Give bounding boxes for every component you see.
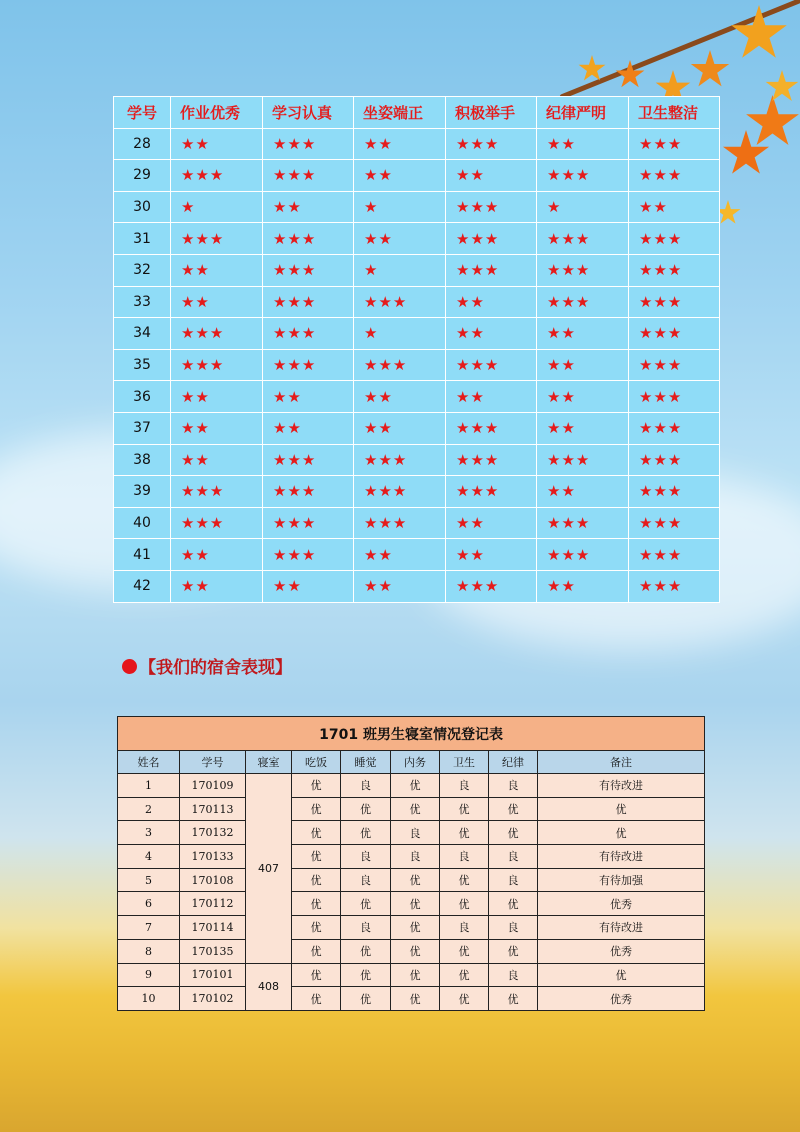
table-row bbox=[118, 821, 705, 845]
table-row bbox=[114, 412, 720, 444]
star-rating-cell: ★★★ bbox=[446, 128, 537, 160]
table-row bbox=[114, 539, 720, 571]
student-id-cell: 170132 bbox=[180, 821, 246, 845]
table-title-row bbox=[118, 717, 705, 751]
star-rating-cell: ★★ bbox=[537, 318, 629, 350]
table-row bbox=[118, 987, 705, 1011]
star-rating-cell: ★★★ bbox=[629, 349, 720, 381]
student-id-cell: 170112 bbox=[180, 892, 246, 916]
maple-leaf-icon bbox=[745, 95, 800, 150]
star-rating-cell: ★★ bbox=[263, 191, 354, 223]
grade-cell: 良 bbox=[489, 774, 538, 798]
student-id-cell: 29 bbox=[114, 160, 171, 192]
grade-cell: 优 bbox=[440, 868, 489, 892]
star-rating-cell: ★★ bbox=[171, 444, 263, 476]
grade-cell: 优 bbox=[292, 963, 341, 987]
table-row bbox=[114, 444, 720, 476]
room-number-cell: 407 bbox=[246, 774, 292, 964]
grade-cell: 优 bbox=[391, 892, 440, 916]
student-id-cell: 170135 bbox=[180, 939, 246, 963]
rating-table-body bbox=[114, 128, 720, 602]
header-housekeeping: 内务 bbox=[391, 751, 440, 774]
star-rating-cell: ★ bbox=[354, 254, 446, 286]
grade-cell: 优 bbox=[341, 821, 391, 845]
student-id-cell: 170108 bbox=[180, 868, 246, 892]
grade-cell: 优 bbox=[292, 774, 341, 798]
header-hygiene: 卫生整洁 bbox=[629, 97, 720, 129]
star-rating-cell: ★★ bbox=[354, 539, 446, 571]
star-rating-cell: ★★ bbox=[537, 381, 629, 413]
remarks-cell: 有待改进 bbox=[538, 774, 705, 798]
star-rating-cell: ★★★ bbox=[354, 444, 446, 476]
table-row bbox=[114, 381, 720, 413]
star-rating-cell: ★★ bbox=[537, 412, 629, 444]
table-row bbox=[114, 507, 720, 539]
table-row bbox=[114, 160, 720, 192]
table-row bbox=[118, 892, 705, 916]
grade-cell: 良 bbox=[489, 868, 538, 892]
table-row bbox=[118, 939, 705, 963]
table-row bbox=[114, 254, 720, 286]
star-rating-cell: ★★★ bbox=[629, 539, 720, 571]
star-rating-cell: ★★★ bbox=[629, 254, 720, 286]
dorm-table-title: 1701 班男生寝室情况登记表 bbox=[118, 717, 705, 751]
header-discipline: 纪律严明 bbox=[537, 97, 629, 129]
grade-cell: 优 bbox=[489, 797, 538, 821]
table-row bbox=[118, 916, 705, 940]
student-id-cell: 40 bbox=[114, 507, 171, 539]
star-rating-cell: ★★ bbox=[446, 160, 537, 192]
header-homework: 作业优秀 bbox=[171, 97, 263, 129]
star-rating-cell: ★★★ bbox=[171, 318, 263, 350]
star-rating-cell: ★★★ bbox=[263, 318, 354, 350]
grade-cell: 良 bbox=[341, 916, 391, 940]
name-cell: 7 bbox=[118, 916, 180, 940]
star-rating-cell: ★★★ bbox=[537, 507, 629, 539]
star-rating-cell: ★★★ bbox=[537, 160, 629, 192]
star-rating-cell: ★★ bbox=[171, 381, 263, 413]
table-row bbox=[118, 774, 705, 798]
student-id-cell: 39 bbox=[114, 476, 171, 508]
star-rating-cell: ★★ bbox=[629, 191, 720, 223]
grade-cell: 良 bbox=[341, 868, 391, 892]
maple-leaf-icon bbox=[730, 5, 788, 63]
star-rating-cell: ★★★ bbox=[446, 223, 537, 255]
table-row bbox=[118, 845, 705, 869]
star-rating-cell: ★★ bbox=[537, 349, 629, 381]
star-rating-cell: ★★★ bbox=[629, 507, 720, 539]
grade-cell: 优 bbox=[391, 963, 440, 987]
table-row bbox=[118, 868, 705, 892]
star-rating-cell: ★★★ bbox=[354, 507, 446, 539]
header-posture: 坐姿端正 bbox=[354, 97, 446, 129]
remarks-cell: 有待改进 bbox=[538, 845, 705, 869]
table-row bbox=[114, 223, 720, 255]
table-row bbox=[114, 570, 720, 602]
grade-cell: 优 bbox=[292, 845, 341, 869]
star-rating-cell: ★★ bbox=[354, 128, 446, 160]
grade-cell: 优 bbox=[292, 821, 341, 845]
grade-cell: 优 bbox=[391, 868, 440, 892]
star-rating-cell: ★★★ bbox=[446, 412, 537, 444]
student-id-cell: 37 bbox=[114, 412, 171, 444]
grade-cell: 优 bbox=[341, 939, 391, 963]
star-rating-cell: ★★ bbox=[171, 254, 263, 286]
remarks-cell: 优 bbox=[538, 821, 705, 845]
star-rating-cell: ★★★ bbox=[263, 539, 354, 571]
star-rating-cell: ★★★ bbox=[171, 507, 263, 539]
grade-cell: 优 bbox=[341, 963, 391, 987]
student-id-cell: 35 bbox=[114, 349, 171, 381]
grade-cell: 优 bbox=[489, 892, 538, 916]
table-row bbox=[118, 797, 705, 821]
star-rating-cell: ★★★ bbox=[446, 191, 537, 223]
star-rating-cell: ★★★ bbox=[537, 254, 629, 286]
star-rating-cell: ★★★ bbox=[629, 318, 720, 350]
grade-cell: 优 bbox=[489, 987, 538, 1011]
maple-leaf-icon bbox=[690, 50, 730, 90]
star-rating-cell: ★★ bbox=[537, 570, 629, 602]
table-row bbox=[114, 318, 720, 350]
star-rating-cell: ★★★ bbox=[537, 223, 629, 255]
table-row bbox=[114, 191, 720, 223]
star-rating-cell: ★★★ bbox=[629, 128, 720, 160]
header-study: 学习认真 bbox=[263, 97, 354, 129]
star-rating-cell: ★★ bbox=[263, 570, 354, 602]
star-rating-cell: ★★★ bbox=[263, 254, 354, 286]
star-rating-cell: ★★ bbox=[446, 286, 537, 318]
grade-cell: 良 bbox=[440, 845, 489, 869]
star-rating-cell: ★★★ bbox=[446, 444, 537, 476]
star-rating-cell: ★★ bbox=[446, 318, 537, 350]
grade-cell: 优 bbox=[440, 821, 489, 845]
star-rating-cell: ★★★ bbox=[446, 349, 537, 381]
star-rating-cell: ★★★ bbox=[171, 349, 263, 381]
star-rating-cell: ★★★ bbox=[263, 444, 354, 476]
dorm-registration-table bbox=[117, 716, 705, 1011]
table-row bbox=[114, 349, 720, 381]
student-id-cell: 170102 bbox=[180, 987, 246, 1011]
student-id-cell: 36 bbox=[114, 381, 171, 413]
star-rating-cell: ★★★ bbox=[629, 223, 720, 255]
star-rating-cell: ★★★ bbox=[263, 128, 354, 160]
table-header-row bbox=[114, 97, 720, 129]
grade-cell: 良 bbox=[391, 821, 440, 845]
student-id-cell: 31 bbox=[114, 223, 171, 255]
name-cell: 10 bbox=[118, 987, 180, 1011]
star-rating-cell: ★★★ bbox=[537, 444, 629, 476]
star-rating-cell: ★★★ bbox=[171, 160, 263, 192]
section-title-text: 【我们的宿舍表现】 bbox=[139, 658, 292, 678]
grade-cell: 优 bbox=[391, 774, 440, 798]
grade-cell: 良 bbox=[391, 845, 440, 869]
remarks-cell: 优秀 bbox=[538, 939, 705, 963]
grade-cell: 优 bbox=[341, 892, 391, 916]
star-rating-cell: ★★★ bbox=[354, 349, 446, 381]
star-rating-cell: ★★ bbox=[354, 412, 446, 444]
star-rating-cell: ★★★ bbox=[354, 476, 446, 508]
star-rating-cell: ★★ bbox=[537, 128, 629, 160]
star-rating-cell: ★★★ bbox=[263, 223, 354, 255]
maple-leaf-icon bbox=[765, 70, 799, 104]
table-row bbox=[118, 963, 705, 987]
table-row bbox=[114, 286, 720, 318]
dorm-header-row bbox=[118, 751, 705, 774]
star-rating-cell: ★★★ bbox=[629, 381, 720, 413]
header-room: 寝室 bbox=[246, 751, 292, 774]
grade-cell: 优 bbox=[292, 987, 341, 1011]
star-rating-cell: ★★★ bbox=[354, 286, 446, 318]
remarks-cell: 优秀 bbox=[538, 987, 705, 1011]
star-rating-cell: ★★ bbox=[171, 539, 263, 571]
header-remarks: 备注 bbox=[538, 751, 705, 774]
star-rating-cell: ★★★ bbox=[446, 254, 537, 286]
grade-cell: 良 bbox=[489, 845, 538, 869]
name-cell: 9 bbox=[118, 963, 180, 987]
star-rating-cell: ★★ bbox=[354, 223, 446, 255]
star-rating-cell: ★★ bbox=[354, 160, 446, 192]
header-student-id: 学号 bbox=[114, 97, 171, 129]
star-rating-cell: ★★ bbox=[263, 381, 354, 413]
grade-cell: 良 bbox=[341, 774, 391, 798]
grade-cell: 优 bbox=[292, 797, 341, 821]
red-dot-icon bbox=[122, 659, 137, 674]
star-rating-cell: ★★★ bbox=[629, 570, 720, 602]
grade-cell: 良 bbox=[440, 774, 489, 798]
student-id-cell: 32 bbox=[114, 254, 171, 286]
star-rating-cell: ★★★ bbox=[263, 507, 354, 539]
name-cell: 5 bbox=[118, 868, 180, 892]
grade-cell: 优 bbox=[292, 916, 341, 940]
remarks-cell: 有待改进 bbox=[538, 916, 705, 940]
star-rating-cell: ★★★ bbox=[263, 286, 354, 318]
student-id-cell: 28 bbox=[114, 128, 171, 160]
grade-cell: 良 bbox=[489, 916, 538, 940]
dorm-table-body bbox=[118, 774, 705, 1011]
star-rating-cell: ★★ bbox=[446, 539, 537, 571]
star-rating-cell: ★★★ bbox=[629, 160, 720, 192]
grade-cell: 优 bbox=[391, 939, 440, 963]
header-id: 学号 bbox=[180, 751, 246, 774]
grade-cell: 优 bbox=[440, 892, 489, 916]
star-rating-cell: ★★★ bbox=[263, 349, 354, 381]
header-discipline: 纪律 bbox=[489, 751, 538, 774]
star-rating-cell: ★★★ bbox=[629, 444, 720, 476]
header-meal: 吃饭 bbox=[292, 751, 341, 774]
grade-cell: 优 bbox=[440, 987, 489, 1011]
grade-cell: 优 bbox=[341, 797, 391, 821]
star-rating-cell: ★★ bbox=[354, 381, 446, 413]
student-id-cell: 34 bbox=[114, 318, 171, 350]
grade-cell: 优 bbox=[292, 939, 341, 963]
name-cell: 2 bbox=[118, 797, 180, 821]
grade-cell: 优 bbox=[341, 987, 391, 1011]
star-rating-cell: ★★★ bbox=[263, 476, 354, 508]
student-id-cell: 33 bbox=[114, 286, 171, 318]
star-rating-cell: ★★★ bbox=[537, 286, 629, 318]
grade-cell: 优 bbox=[489, 821, 538, 845]
name-cell: 1 bbox=[118, 774, 180, 798]
header-hygiene: 卫生 bbox=[440, 751, 489, 774]
grade-cell: 优 bbox=[440, 797, 489, 821]
star-rating-cell: ★★ bbox=[171, 128, 263, 160]
name-cell: 4 bbox=[118, 845, 180, 869]
star-rating-cell: ★ bbox=[171, 191, 263, 223]
star-rating-cell: ★ bbox=[537, 191, 629, 223]
grade-cell: 良 bbox=[440, 916, 489, 940]
grade-cell: 良 bbox=[489, 963, 538, 987]
name-cell: 8 bbox=[118, 939, 180, 963]
star-rating-cell: ★★ bbox=[354, 570, 446, 602]
star-rating-cell: ★★★ bbox=[629, 286, 720, 318]
star-rating-cell: ★ bbox=[354, 191, 446, 223]
student-id-cell: 170114 bbox=[180, 916, 246, 940]
star-rating-cell: ★★ bbox=[263, 412, 354, 444]
student-id-cell: 170113 bbox=[180, 797, 246, 821]
star-rating-cell: ★★ bbox=[446, 507, 537, 539]
student-id-cell: 42 bbox=[114, 570, 171, 602]
name-cell: 3 bbox=[118, 821, 180, 845]
remarks-cell: 优 bbox=[538, 797, 705, 821]
header-hand-raising: 积极举手 bbox=[446, 97, 537, 129]
student-rating-table bbox=[113, 96, 720, 603]
grade-cell: 优 bbox=[391, 797, 440, 821]
student-id-cell: 38 bbox=[114, 444, 171, 476]
grade-cell: 优 bbox=[292, 892, 341, 916]
grade-cell: 优 bbox=[391, 987, 440, 1011]
grade-cell: 优 bbox=[440, 939, 489, 963]
remarks-cell: 优秀 bbox=[538, 892, 705, 916]
star-rating-cell: ★★ bbox=[171, 412, 263, 444]
section-title bbox=[122, 653, 292, 678]
star-rating-cell: ★★ bbox=[537, 476, 629, 508]
star-rating-cell: ★★★ bbox=[629, 412, 720, 444]
remarks-cell: 优 bbox=[538, 963, 705, 987]
star-rating-cell: ★★ bbox=[171, 286, 263, 318]
star-rating-cell: ★★★ bbox=[629, 476, 720, 508]
student-id-cell: 30 bbox=[114, 191, 171, 223]
remarks-cell: 有待加强 bbox=[538, 868, 705, 892]
star-rating-cell: ★ bbox=[354, 318, 446, 350]
star-rating-cell: ★★ bbox=[171, 570, 263, 602]
room-number-cell: 408 bbox=[246, 963, 292, 1010]
star-rating-cell: ★★ bbox=[446, 381, 537, 413]
grade-cell: 优 bbox=[292, 868, 341, 892]
grade-cell: 优 bbox=[391, 916, 440, 940]
grade-cell: 优 bbox=[440, 963, 489, 987]
header-name: 姓名 bbox=[118, 751, 180, 774]
grade-cell: 优 bbox=[489, 939, 538, 963]
student-id-cell: 170101 bbox=[180, 963, 246, 987]
student-id-cell: 41 bbox=[114, 539, 171, 571]
star-rating-cell: ★★★ bbox=[171, 223, 263, 255]
student-id-cell: 170133 bbox=[180, 845, 246, 869]
grade-cell: 良 bbox=[341, 845, 391, 869]
name-cell: 6 bbox=[118, 892, 180, 916]
star-rating-cell: ★★★ bbox=[263, 160, 354, 192]
table-row bbox=[114, 476, 720, 508]
student-id-cell: 170109 bbox=[180, 774, 246, 798]
header-sleep: 睡觉 bbox=[341, 751, 391, 774]
star-rating-cell: ★★★ bbox=[446, 476, 537, 508]
star-rating-cell: ★★★ bbox=[446, 570, 537, 602]
star-rating-cell: ★★★ bbox=[171, 476, 263, 508]
star-rating-cell: ★★★ bbox=[537, 539, 629, 571]
table-row bbox=[114, 128, 720, 160]
